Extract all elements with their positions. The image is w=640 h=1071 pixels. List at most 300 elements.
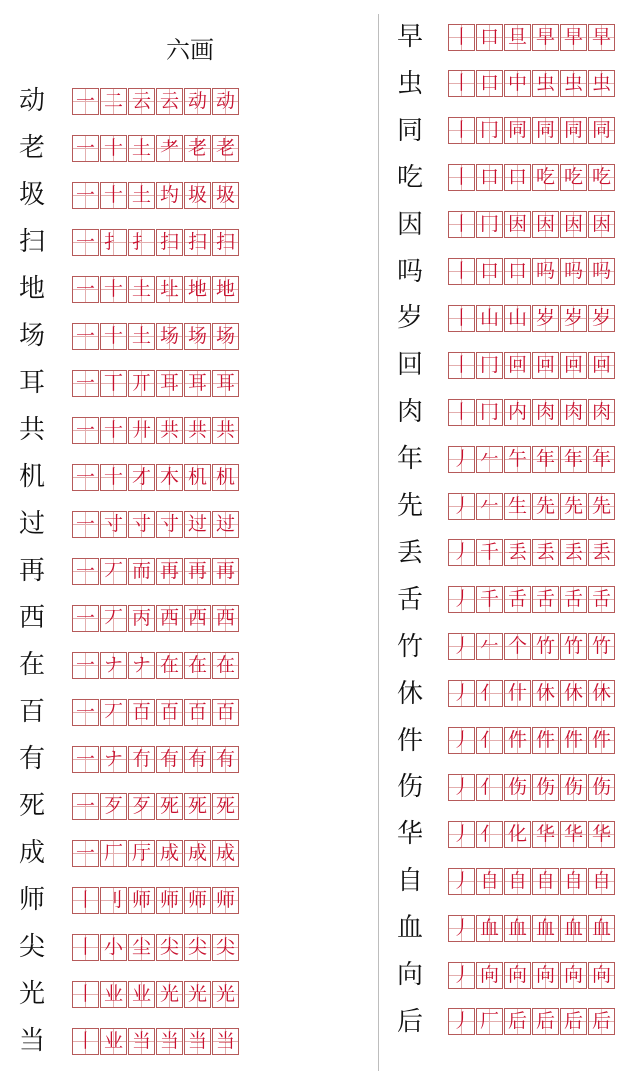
stroke-step-cell: 冂 — [476, 211, 503, 238]
stroke-step-cell: 因 — [560, 211, 587, 238]
stroke-order-grid — [448, 915, 616, 942]
stroke-step-cell: 西 — [156, 605, 183, 632]
stroke-order-grid — [72, 229, 240, 256]
character-label: 地 — [18, 274, 45, 304]
stroke-step-cell: 业 — [100, 1028, 127, 1055]
stroke-step-cell: 丿 — [448, 915, 475, 942]
stroke-step-cell: 吃 — [560, 164, 587, 191]
stroke-step-cell: 丿 — [448, 680, 475, 707]
stroke-step-cell: 共 — [156, 417, 183, 444]
stroke-step-cell: 一 — [72, 840, 99, 867]
stroke-step-cell: 早 — [588, 24, 615, 51]
character-label: 舌 — [396, 584, 423, 615]
stroke-step-cell: ナ — [100, 652, 127, 679]
stroke-step-cell: 𠂉 — [476, 446, 503, 473]
stroke-step-cell: 血 — [504, 915, 531, 942]
stroke-order-grid — [448, 821, 616, 848]
character-label: 西 — [18, 603, 45, 633]
stroke-step-cell: 早 — [532, 24, 559, 51]
character-label: 向 — [396, 960, 423, 990]
stroke-step-cell: 先 — [532, 493, 559, 520]
stroke-step-cell: 一 — [72, 417, 99, 444]
character-row — [14, 695, 240, 729]
character-label: 动 — [18, 86, 45, 116]
character-row — [392, 114, 616, 148]
character-row — [14, 883, 240, 917]
stroke-step-cell: 当 — [128, 1028, 155, 1055]
stroke-step-cell: 老 — [184, 135, 211, 162]
character-label: 当 — [18, 1026, 45, 1056]
stroke-step-cell: 丿 — [448, 868, 475, 895]
stroke-step-cell: 伤 — [560, 774, 587, 801]
stroke-step-cell: 旦 — [504, 24, 531, 51]
stroke-order-grid — [448, 586, 616, 613]
stroke-step-cell: 在 — [184, 652, 211, 679]
stroke-step-cell: 地 — [184, 276, 211, 303]
stroke-order-grid — [72, 1028, 240, 1055]
stroke-step-cell: 老 — [212, 135, 239, 162]
stroke-step-cell: 师 — [156, 887, 183, 914]
stroke-step-cell: 冂 — [476, 352, 503, 379]
character-label: 吗 — [396, 256, 423, 287]
stroke-step-cell: 丿 — [448, 539, 475, 566]
stroke-step-cell: 丙 — [128, 605, 155, 632]
stroke-step-cell: 内 — [504, 399, 531, 426]
stroke-step-cell: 耳 — [156, 370, 183, 397]
stroke-step-cell: 一 — [72, 323, 99, 350]
stroke-step-cell: 血 — [588, 915, 615, 942]
character-label: 岁 — [396, 303, 423, 334]
character-label: 自 — [396, 866, 423, 897]
stroke-step-cell: 云 — [156, 88, 183, 115]
character-label: 丢 — [396, 537, 423, 568]
stroke-step-cell: 丨 — [448, 305, 475, 332]
stroke-step-cell: 向 — [476, 962, 503, 989]
stroke-step-cell: 亻 — [476, 680, 503, 707]
stroke-step-cell: 过 — [212, 511, 239, 538]
stroke-order-grid — [448, 24, 616, 51]
character-label: 件 — [396, 725, 423, 756]
stroke-step-cell: 自 — [504, 868, 531, 895]
stroke-step-cell: 光 — [156, 981, 183, 1008]
stroke-step-cell: 动 — [184, 88, 211, 115]
stroke-step-cell: 回 — [504, 352, 531, 379]
stroke-order-grid — [448, 1008, 616, 1035]
stroke-order-grid — [72, 887, 240, 914]
stroke-step-cell: 尖 — [212, 934, 239, 961]
stroke-step-cell: 口 — [476, 164, 503, 191]
stroke-step-cell: 尘 — [128, 934, 155, 961]
character-label: 共 — [18, 415, 45, 445]
stroke-order-grid — [72, 652, 240, 679]
stroke-step-cell: 同 — [532, 117, 559, 144]
stroke-step-cell: 血 — [476, 915, 503, 942]
stroke-step-cell: 年 — [588, 446, 615, 473]
stroke-step-cell: 百 — [212, 699, 239, 726]
character-label: 再 — [18, 556, 45, 586]
stroke-step-cell: 西 — [184, 605, 211, 632]
stroke-step-cell: 自 — [588, 868, 615, 895]
stroke-step-cell: 光 — [212, 981, 239, 1008]
stroke-step-cell: 歹 — [128, 793, 155, 820]
stroke-step-cell: 口 — [504, 164, 531, 191]
stroke-step-cell: 同 — [588, 117, 615, 144]
stroke-step-cell: 场 — [212, 323, 239, 350]
stroke-step-cell: 口 — [504, 258, 531, 285]
stroke-step-cell: 𠂉 — [476, 493, 503, 520]
stroke-step-cell: 丨 — [72, 934, 99, 961]
stroke-step-cell: 丨 — [72, 887, 99, 914]
stroke-order-grid — [448, 352, 616, 379]
stroke-step-cell: 件 — [560, 727, 587, 754]
character-label: 虫 — [396, 68, 423, 99]
stroke-step-cell: 二 — [100, 88, 127, 115]
stroke-step-cell: 向 — [588, 962, 615, 989]
stroke-step-cell: 丨 — [448, 399, 475, 426]
stroke-step-cell: 尖 — [184, 934, 211, 961]
stroke-order-grid — [448, 258, 616, 285]
stroke-order-grid — [72, 699, 240, 726]
stroke-step-cell: 师 — [212, 887, 239, 914]
stroke-step-cell: 自 — [476, 868, 503, 895]
stroke-step-cell: 血 — [532, 915, 559, 942]
stroke-step-cell: 舌 — [588, 586, 615, 613]
character-label: 场 — [18, 321, 45, 351]
stroke-order-grid — [448, 633, 616, 660]
stroke-step-cell: 西 — [212, 605, 239, 632]
stroke-step-cell: 后 — [504, 1008, 531, 1035]
character-label: 死 — [18, 791, 45, 821]
stroke-step-cell: 舌 — [532, 586, 559, 613]
stroke-step-cell: 机 — [184, 464, 211, 491]
stroke-step-cell: 当 — [212, 1028, 239, 1055]
stroke-step-cell: 当 — [184, 1028, 211, 1055]
stroke-step-cell: 小 — [100, 934, 127, 961]
stroke-step-cell: 刂 — [100, 887, 127, 914]
stroke-order-grid — [448, 399, 616, 426]
character-row — [14, 648, 240, 682]
character-row — [392, 864, 616, 898]
stroke-step-cell: 华 — [532, 821, 559, 848]
stroke-step-cell: 百 — [128, 699, 155, 726]
stroke-step-cell: 自 — [532, 868, 559, 895]
stroke-step-cell: 在 — [156, 652, 183, 679]
character-label: 肉 — [396, 397, 423, 428]
stroke-order-grid — [448, 305, 616, 332]
stroke-step-cell: 再 — [212, 558, 239, 585]
stroke-order-grid — [72, 370, 240, 397]
character-label: 圾 — [18, 180, 45, 210]
stroke-step-cell: 一 — [72, 88, 99, 115]
character-label: 同 — [396, 115, 423, 146]
stroke-order-grid — [448, 211, 616, 238]
stroke-step-cell: 业 — [128, 981, 155, 1008]
stroke-step-cell: 回 — [588, 352, 615, 379]
stroke-step-cell: 竹 — [588, 633, 615, 660]
character-row — [14, 366, 240, 400]
stroke-step-cell: 后 — [560, 1008, 587, 1035]
character-label: 华 — [396, 819, 423, 850]
stroke-order-grid — [72, 464, 240, 491]
stroke-order-grid — [72, 746, 240, 773]
stroke-step-cell: 成 — [184, 840, 211, 867]
stroke-step-cell: 向 — [504, 962, 531, 989]
character-label: 扫 — [18, 227, 45, 257]
stroke-step-cell: 丨 — [448, 258, 475, 285]
stroke-step-cell: 光 — [184, 981, 211, 1008]
character-label: 年 — [396, 444, 423, 475]
stroke-step-cell: 一 — [72, 652, 99, 679]
stroke-step-cell: 丢 — [504, 539, 531, 566]
stroke-order-grid — [72, 558, 240, 585]
character-row — [392, 442, 616, 476]
stroke-step-cell: 一 — [72, 558, 99, 585]
stroke-step-cell: 十 — [100, 276, 127, 303]
stroke-step-cell: 岁 — [588, 305, 615, 332]
stroke-order-grid — [448, 446, 616, 473]
stroke-step-cell: 华 — [588, 821, 615, 848]
stroke-order-grid — [448, 962, 616, 989]
character-row — [392, 489, 616, 523]
stroke-step-cell: 十 — [100, 323, 127, 350]
stroke-step-cell: 过 — [184, 511, 211, 538]
stroke-step-cell: 歹 — [100, 793, 127, 820]
stroke-step-cell: 肉 — [588, 399, 615, 426]
stroke-step-cell: 吗 — [560, 258, 587, 285]
stroke-step-cell: 千 — [476, 539, 503, 566]
stroke-step-cell: 丿 — [448, 727, 475, 754]
character-row — [14, 225, 240, 259]
character-label: 耳 — [18, 368, 45, 398]
character-row — [392, 817, 616, 851]
stroke-step-cell: 场 — [156, 323, 183, 350]
character-row — [392, 583, 616, 617]
stroke-step-cell: 伤 — [532, 774, 559, 801]
character-row — [14, 601, 240, 635]
stroke-step-cell: 什 — [504, 680, 531, 707]
stroke-step-cell: 丢 — [560, 539, 587, 566]
stroke-step-cell: 亻 — [476, 774, 503, 801]
character-row — [392, 20, 616, 54]
stroke-step-cell: 丆 — [100, 699, 127, 726]
stroke-step-cell: 吗 — [532, 258, 559, 285]
stroke-step-cell: 虫 — [588, 70, 615, 97]
stroke-step-cell: 个 — [504, 633, 531, 660]
stroke-step-cell: 再 — [184, 558, 211, 585]
stroke-order-grid — [448, 539, 616, 566]
stroke-step-cell: 先 — [560, 493, 587, 520]
stroke-step-cell: 同 — [560, 117, 587, 144]
character-label: 回 — [396, 350, 423, 381]
stroke-step-cell: 土 — [128, 323, 155, 350]
character-row — [392, 255, 616, 289]
stroke-step-cell: 后 — [588, 1008, 615, 1035]
stroke-step-cell: 寸 — [156, 511, 183, 538]
stroke-step-cell: 共 — [184, 417, 211, 444]
stroke-step-cell: 共 — [212, 417, 239, 444]
character-label: 休 — [396, 678, 423, 709]
stroke-step-cell: 伤 — [588, 774, 615, 801]
stroke-step-cell: 廾 — [128, 417, 155, 444]
stroke-step-cell: 华 — [560, 821, 587, 848]
character-row — [14, 789, 240, 823]
stroke-step-cell: 伤 — [504, 774, 531, 801]
stroke-order-grid — [72, 323, 240, 350]
stroke-step-cell: 百 — [156, 699, 183, 726]
character-label: 后 — [396, 1006, 423, 1037]
stroke-step-cell: 耂 — [156, 135, 183, 162]
stroke-step-cell: 休 — [588, 680, 615, 707]
column-divider — [378, 14, 379, 1071]
stroke-order-grid — [72, 605, 240, 632]
stroke-step-cell: 虫 — [532, 70, 559, 97]
stroke-order-grid — [448, 117, 616, 144]
stroke-step-cell: 肉 — [532, 399, 559, 426]
stroke-order-grid — [72, 934, 240, 961]
stroke-step-cell: 耳 — [212, 370, 239, 397]
character-row — [392, 958, 616, 992]
stroke-step-cell: 一 — [72, 746, 99, 773]
stroke-step-cell: 冂 — [476, 117, 503, 144]
stroke-step-cell: 才 — [128, 464, 155, 491]
stroke-step-cell: 扌 — [100, 229, 127, 256]
stroke-order-grid — [72, 88, 240, 115]
stroke-step-cell: 冇 — [128, 746, 155, 773]
character-label: 吃 — [396, 162, 423, 193]
stroke-step-cell: 十 — [100, 417, 127, 444]
stroke-order-grid — [72, 793, 240, 820]
character-row — [392, 348, 616, 382]
stroke-step-cell: 业 — [100, 981, 127, 1008]
stroke-step-cell: 扫 — [184, 229, 211, 256]
stroke-step-cell: 圾 — [212, 182, 239, 209]
character-row — [392, 208, 616, 242]
stroke-step-cell: 丆 — [100, 558, 127, 585]
character-label: 有 — [18, 744, 45, 774]
stroke-step-cell: 耳 — [184, 370, 211, 397]
character-row — [14, 507, 240, 541]
stroke-order-grid — [72, 840, 240, 867]
stroke-step-cell: 自 — [560, 868, 587, 895]
stroke-step-cell: 一 — [72, 605, 99, 632]
character-label: 尖 — [18, 932, 45, 962]
stroke-step-cell: 肉 — [560, 399, 587, 426]
stroke-step-cell: 口 — [476, 24, 503, 51]
stroke-step-cell: 化 — [504, 821, 531, 848]
stroke-step-cell: 一 — [72, 182, 99, 209]
stroke-step-cell: 有 — [212, 746, 239, 773]
stroke-step-cell: 丿 — [448, 774, 475, 801]
stroke-step-cell: 圾 — [184, 182, 211, 209]
character-label: 因 — [396, 209, 423, 240]
stroke-step-cell: 口 — [476, 70, 503, 97]
stroke-step-cell: 吃 — [588, 164, 615, 191]
stroke-step-cell: 竹 — [532, 633, 559, 660]
stroke-step-cell: 丨 — [72, 1028, 99, 1055]
stroke-step-cell: 一 — [72, 276, 99, 303]
stroke-step-cell: 回 — [560, 352, 587, 379]
stroke-step-cell: 土 — [128, 135, 155, 162]
character-row — [14, 272, 240, 306]
stroke-step-cell: 休 — [532, 680, 559, 707]
character-row — [14, 554, 240, 588]
character-row — [392, 161, 616, 195]
stroke-step-cell: 丿 — [448, 446, 475, 473]
character-label: 血 — [396, 913, 423, 944]
stroke-step-cell: 厂 — [476, 1008, 503, 1035]
character-row — [14, 930, 240, 964]
stroke-step-cell: 木 — [156, 464, 183, 491]
stroke-step-cell: 成 — [156, 840, 183, 867]
stroke-step-cell: 一 — [72, 793, 99, 820]
character-row — [14, 131, 240, 165]
stroke-step-cell: 吃 — [532, 164, 559, 191]
stroke-order-grid — [72, 417, 240, 444]
stroke-step-cell: 丆 — [100, 605, 127, 632]
stroke-order-grid — [72, 276, 240, 303]
stroke-order-grid — [448, 868, 616, 895]
character-label: 在 — [18, 650, 45, 680]
stroke-step-cell: 圵 — [156, 276, 183, 303]
stroke-step-cell: 丿 — [448, 1008, 475, 1035]
stroke-step-cell: 师 — [128, 887, 155, 914]
stroke-step-cell: 向 — [560, 962, 587, 989]
stroke-step-cell: 当 — [156, 1028, 183, 1055]
character-row — [14, 84, 240, 118]
stroke-order-grid — [448, 774, 616, 801]
stroke-step-cell: 一 — [72, 229, 99, 256]
stroke-step-cell: 机 — [212, 464, 239, 491]
stroke-step-cell: 生 — [504, 493, 531, 520]
stroke-step-cell: 丨 — [448, 70, 475, 97]
stroke-step-cell: 丿 — [448, 493, 475, 520]
character-row — [14, 413, 240, 447]
stroke-step-cell: 在 — [212, 652, 239, 679]
stroke-step-cell: 十 — [100, 135, 127, 162]
character-row — [392, 911, 616, 945]
character-row — [392, 630, 616, 664]
character-row — [14, 977, 240, 1011]
stroke-step-cell: 扌 — [128, 229, 155, 256]
character-row — [392, 770, 616, 804]
character-row — [392, 395, 616, 429]
stroke-step-cell: 丅 — [100, 370, 127, 397]
character-label: 成 — [18, 838, 45, 868]
character-row — [392, 301, 616, 335]
stroke-step-cell: 后 — [532, 1008, 559, 1035]
stroke-step-cell: 午 — [504, 446, 531, 473]
stroke-step-cell: 件 — [532, 727, 559, 754]
stroke-step-cell: 死 — [156, 793, 183, 820]
stroke-step-cell: 成 — [212, 840, 239, 867]
character-label: 老 — [18, 133, 45, 163]
stroke-step-cell: 有 — [184, 746, 211, 773]
stroke-step-cell: ナ — [100, 746, 127, 773]
stroke-step-cell: 百 — [184, 699, 211, 726]
stroke-step-cell: 再 — [156, 558, 183, 585]
character-label: 光 — [18, 979, 45, 1009]
stroke-step-cell: 年 — [532, 446, 559, 473]
stroke-order-grid — [448, 70, 616, 97]
stroke-step-cell: 师 — [184, 887, 211, 914]
stroke-order-grid — [448, 164, 616, 191]
stroke-step-cell: 丨 — [448, 24, 475, 51]
stroke-step-cell: 丿 — [448, 633, 475, 660]
stroke-order-grid — [448, 727, 616, 754]
stroke-step-cell: 件 — [588, 727, 615, 754]
stroke-step-cell: 山 — [504, 305, 531, 332]
stroke-order-grid — [72, 135, 240, 162]
